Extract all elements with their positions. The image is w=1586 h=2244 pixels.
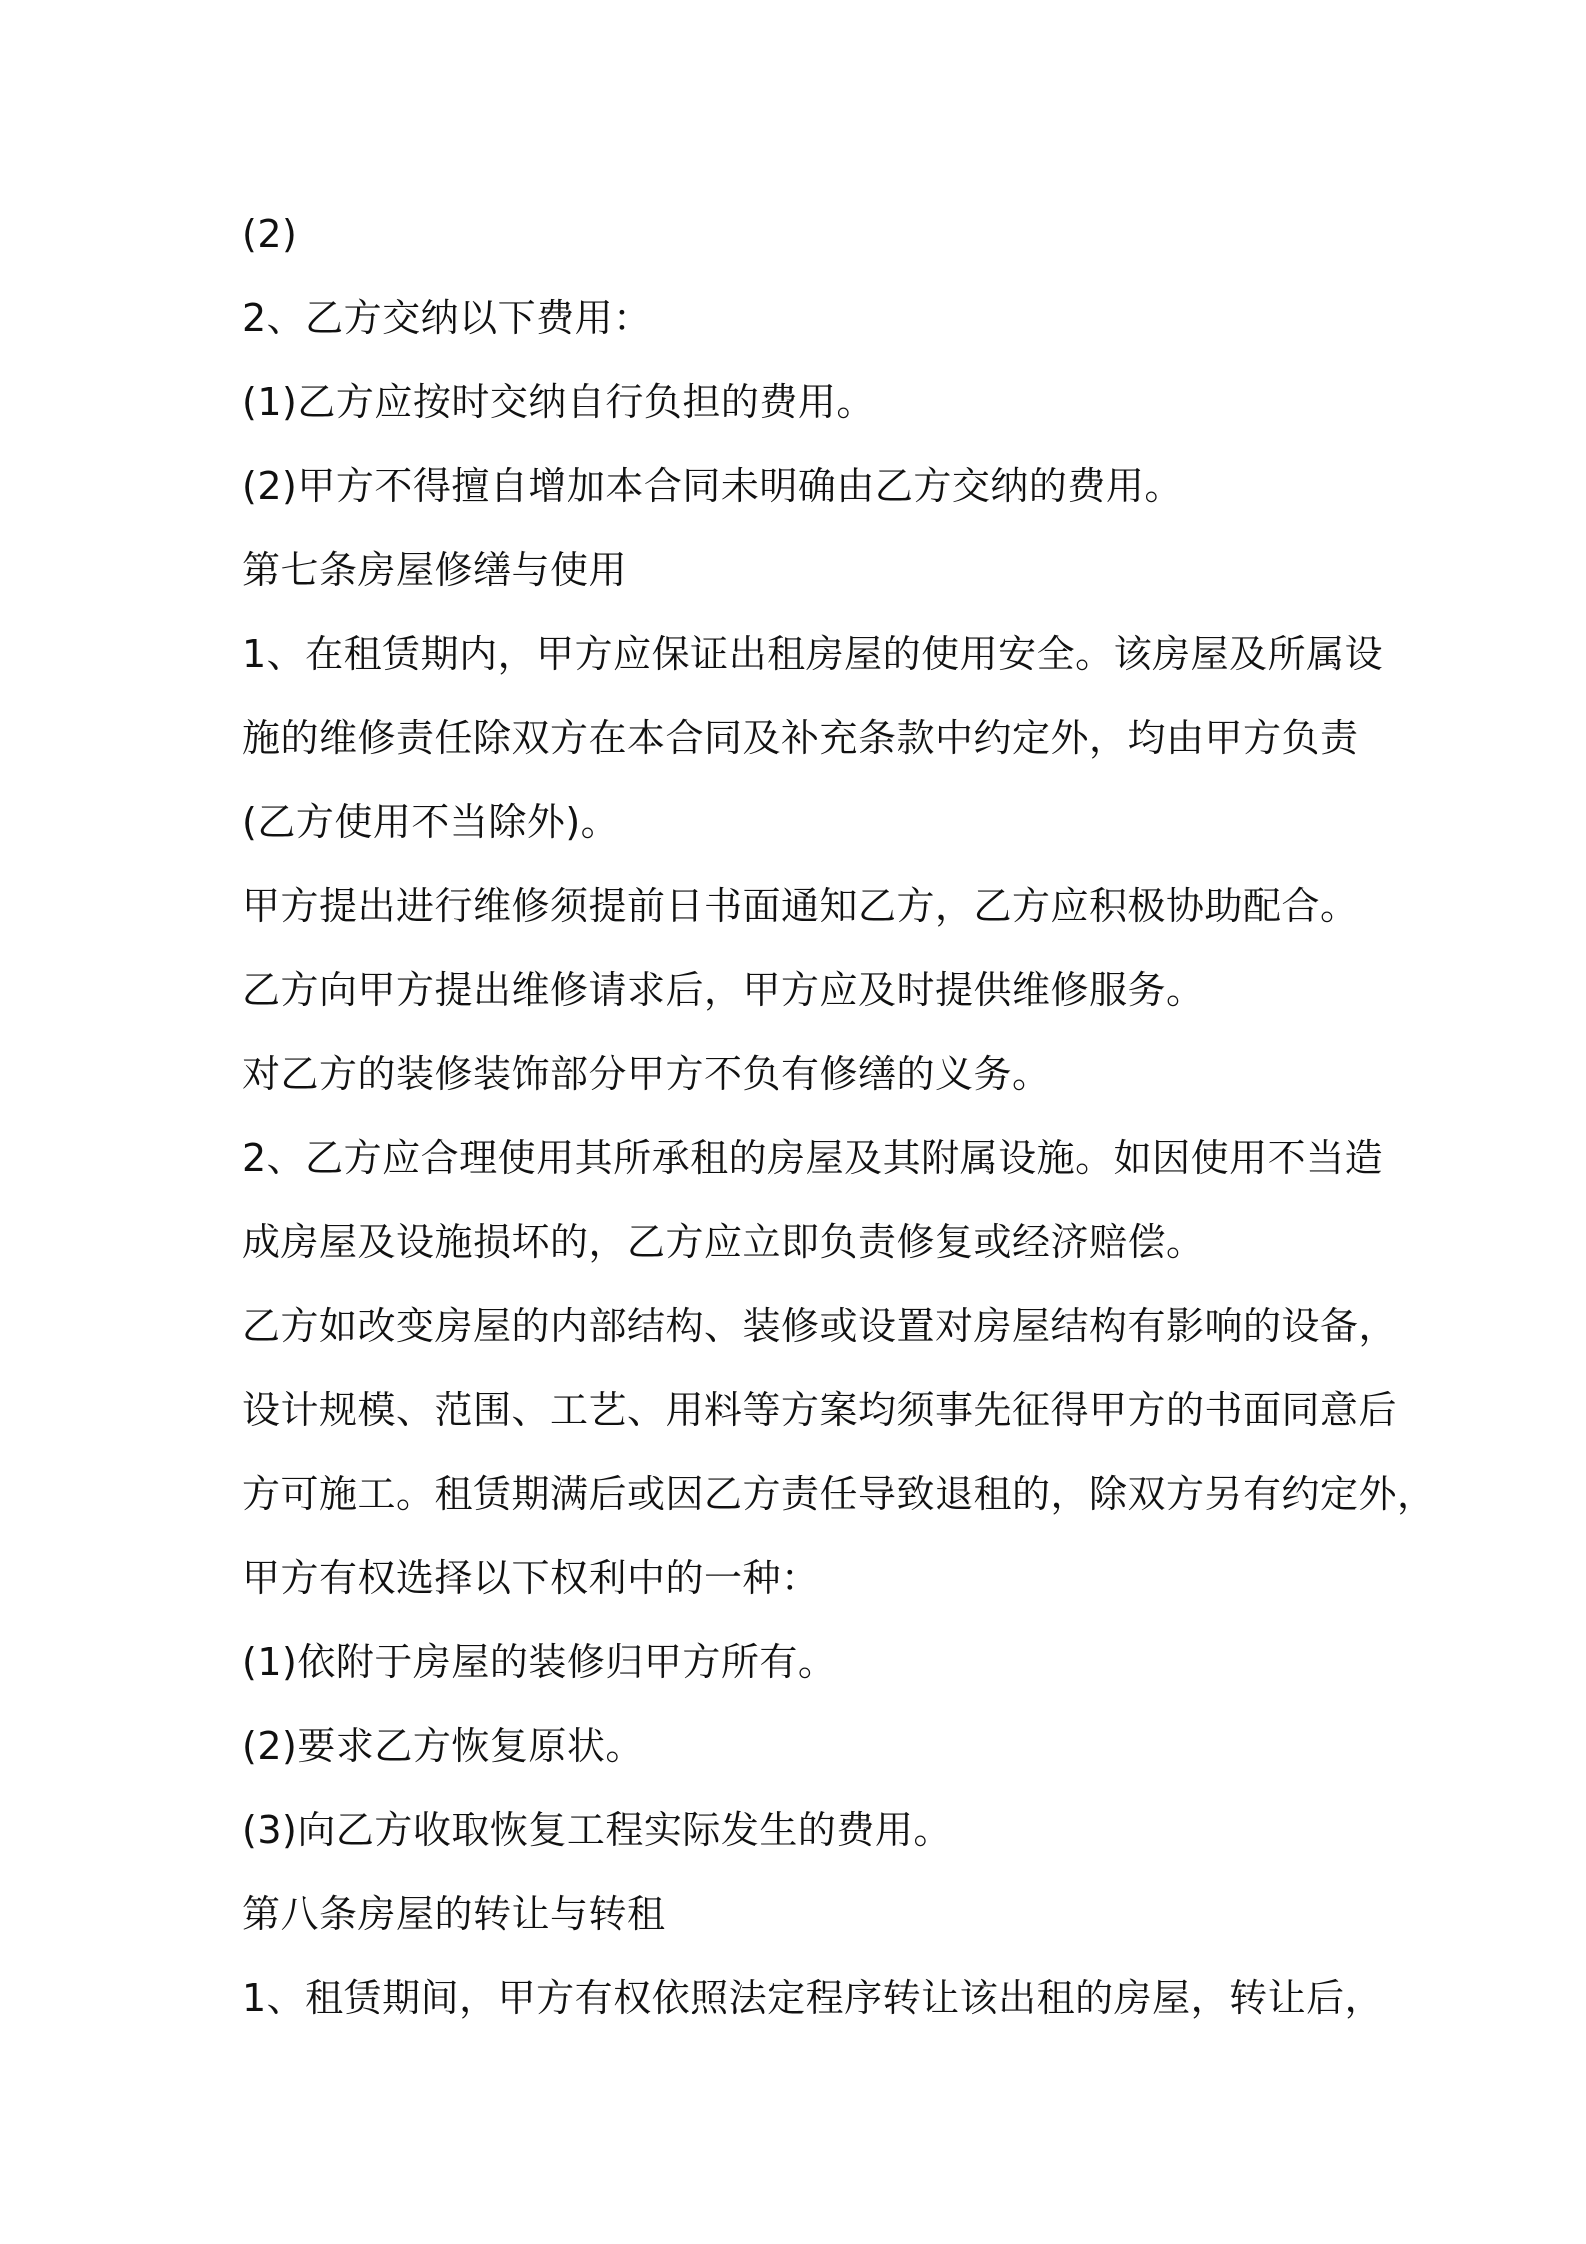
text-line: 乙方向甲方提出维修请求后，甲方应及时提供维修服务。 — [242, 968, 1205, 1012]
text-line: (1)依附于房屋的装修归甲方所有。 — [242, 1640, 837, 1684]
text-line: 2、乙方交纳以下费用： — [242, 296, 652, 340]
text-line: 成房屋及设施损坏的，乙方应立即负责修复或经济赔偿。 — [242, 1220, 1205, 1264]
text-line: 1、租赁期间，甲方有权依照法定程序转让该出租的房屋，转让后， — [242, 1976, 1384, 2020]
section-heading: 第八条房屋的转让与转租 — [242, 1892, 666, 1936]
text-line: 1、在租赁期内，甲方应保证出租房屋的使用安全。该房屋及所属设 — [242, 632, 1384, 676]
text-line: 甲方有权选择以下权利中的一种： — [242, 1556, 820, 1600]
text-line: 甲方提出进行维修须提前日书面通知乙方，乙方应积极协助配合。 — [242, 884, 1359, 928]
text-line: 方可施工。租赁期满后或因乙方责任导致退租的，除双方另有约定外， — [242, 1472, 1436, 1516]
text-line: (1)乙方应按时交纳自行负担的费用。 — [242, 380, 875, 424]
text-line: 设计规模、范围、工艺、用料等方案均须事先征得甲方的书面同意后 — [242, 1388, 1398, 1432]
text-line: (2) — [242, 212, 298, 256]
text-line: 施的维修责任除双方在本合同及补充条款中约定外，均由甲方负责 — [242, 716, 1359, 760]
text-line: (2)甲方不得擅自增加本合同未明确由乙方交纳的费用。 — [242, 464, 1183, 508]
text-line: 2、乙方应合理使用其所承租的房屋及其附属设施。如因使用不当造 — [242, 1136, 1384, 1180]
text-line: (乙方使用不当除外)。 — [242, 800, 620, 844]
document-body — [242, 206, 1436, 2054]
text-line: 乙方如改变房屋的内部结构、装修或设置对房屋结构有影响的设备， — [242, 1304, 1398, 1348]
section-heading: 第七条房屋修缮与使用 — [242, 548, 628, 592]
text-line: (3)向乙方收取恢复工程实际发生的费用。 — [242, 1808, 952, 1852]
text-line: (2)要求乙方恢复原状。 — [242, 1724, 644, 1768]
text-line: 对乙方的装修装饰部分甲方不负有修缮的义务。 — [242, 1052, 1051, 1096]
